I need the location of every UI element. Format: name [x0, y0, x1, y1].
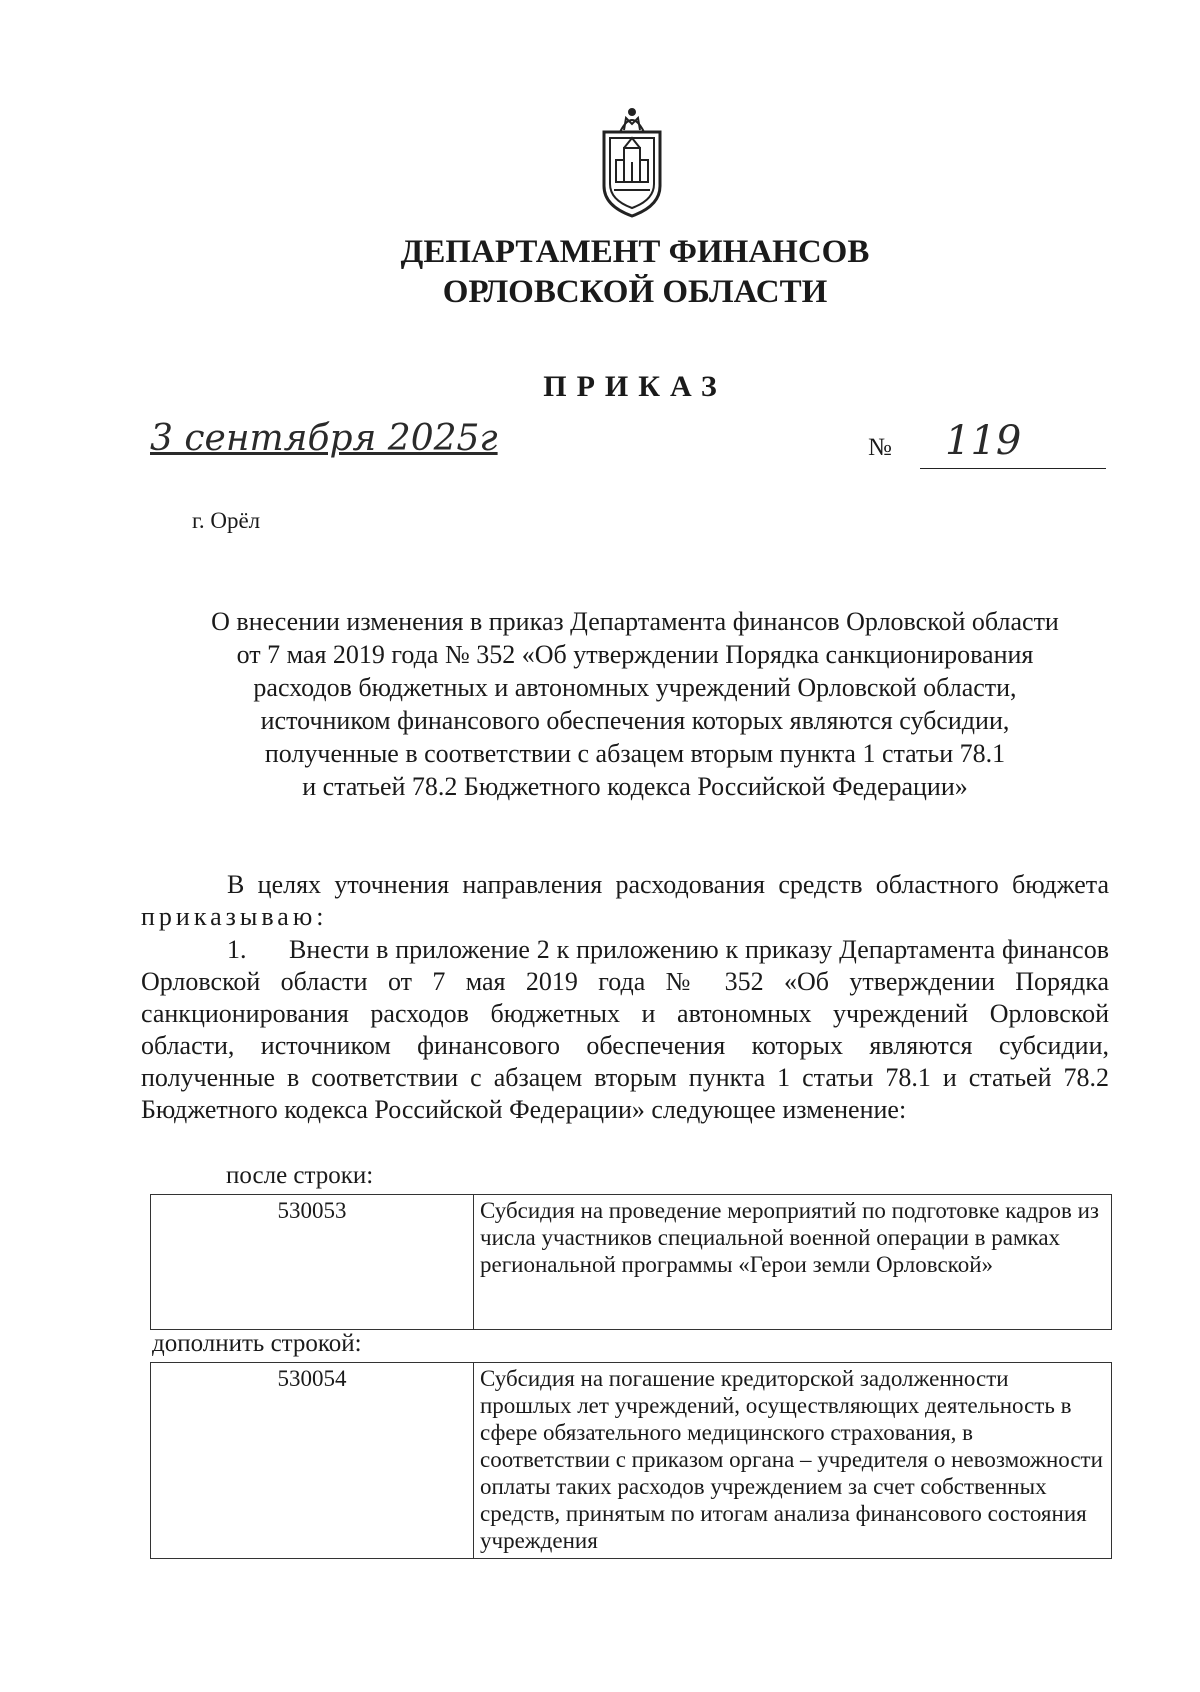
intro-paragraph — [141, 869, 1109, 933]
after-row-label: после строки: — [226, 1162, 374, 1189]
city: г. Орёл — [192, 508, 261, 533]
item-1-paragraph — [141, 934, 1109, 1126]
doc-type-title: ПРИКАЗ — [543, 370, 727, 403]
description-cell: Субсидия на погашение кредиторской задолженности прошлых лет учреждений, осуществляющих деятельность в сфере обязательного медицинского страхования, в соответствии с приказом органа – учредителя о невозможности оплаты таких расходов учреждением за счет собственных средств, принятым по итогам анализа финансового состояния учреждения — [474, 1363, 1112, 1559]
order-subject — [120, 605, 1150, 803]
table-row — [151, 1363, 1112, 1559]
item-1-text: Внести в приложение 2 к приложению к приказу Департамента финансов Орловской области от 7 мая 2019 года № 352 «Об утверждении Порядка санкционирования расходов бюджетных и автономных учреждений Орловской области, источником финансового обеспечения которых являются субсидии, полученные в соответствии с абзацем вторым пункта 1 статьи 78.1 и статьей 78.2 Бюджетного кодекса Российской Федерации» следующее изменение: — [141, 935, 1109, 1124]
subject-line: полученные в соответствии с абзацем вторым пункта 1 статьи 78.1 — [264, 739, 1006, 768]
table-after-row — [150, 1194, 1112, 1330]
table-add-row — [150, 1362, 1112, 1559]
subject-line: и статьей 78.2 Бюджетного кодекса Российской Федерации» — [302, 772, 968, 801]
org-name-line2: ОРЛОВСКОЙ ОБЛАСТИ — [442, 274, 828, 310]
org-name-line1: ДЕПАРТАМЕНТ ФИНАНСОВ — [400, 234, 870, 270]
subject-line: источником финансового обеспечения которых являются субсидии, — [260, 706, 1010, 735]
coat-of-arms-emblem — [590, 102, 674, 220]
handwritten-date: 3 сентября 2025г — [150, 418, 498, 459]
subject-line: от 7 мая 2019 года № 352 «Об утверждении Порядка санкционирования — [236, 640, 1034, 669]
number-underline — [920, 468, 1106, 469]
code-cell: 530054 — [151, 1363, 474, 1559]
intro-keyword: приказываю: — [141, 902, 328, 931]
handwritten-number: 119 — [945, 418, 1022, 464]
subject-line: расходов бюджетных и автономных учреждений Орловской области, — [253, 673, 1017, 702]
description-cell: Субсидия на проведение мероприятий по подготовке кадров из числа участников специальной военной операции в рамках региональной программы «Герои земли Орловской» — [474, 1195, 1112, 1330]
item-1-number: 1. — [227, 935, 247, 964]
code-cell: 530053 — [151, 1195, 474, 1330]
number-label: № — [868, 434, 892, 461]
subject-line: О внесении изменения в приказ Департамента финансов Орловской области — [211, 607, 1059, 636]
add-row-label: дополнить строкой: — [152, 1330, 362, 1357]
intro-text: В целях уточнения направления расходования средств областного бюджета — [227, 870, 1109, 899]
table-row — [151, 1195, 1112, 1330]
